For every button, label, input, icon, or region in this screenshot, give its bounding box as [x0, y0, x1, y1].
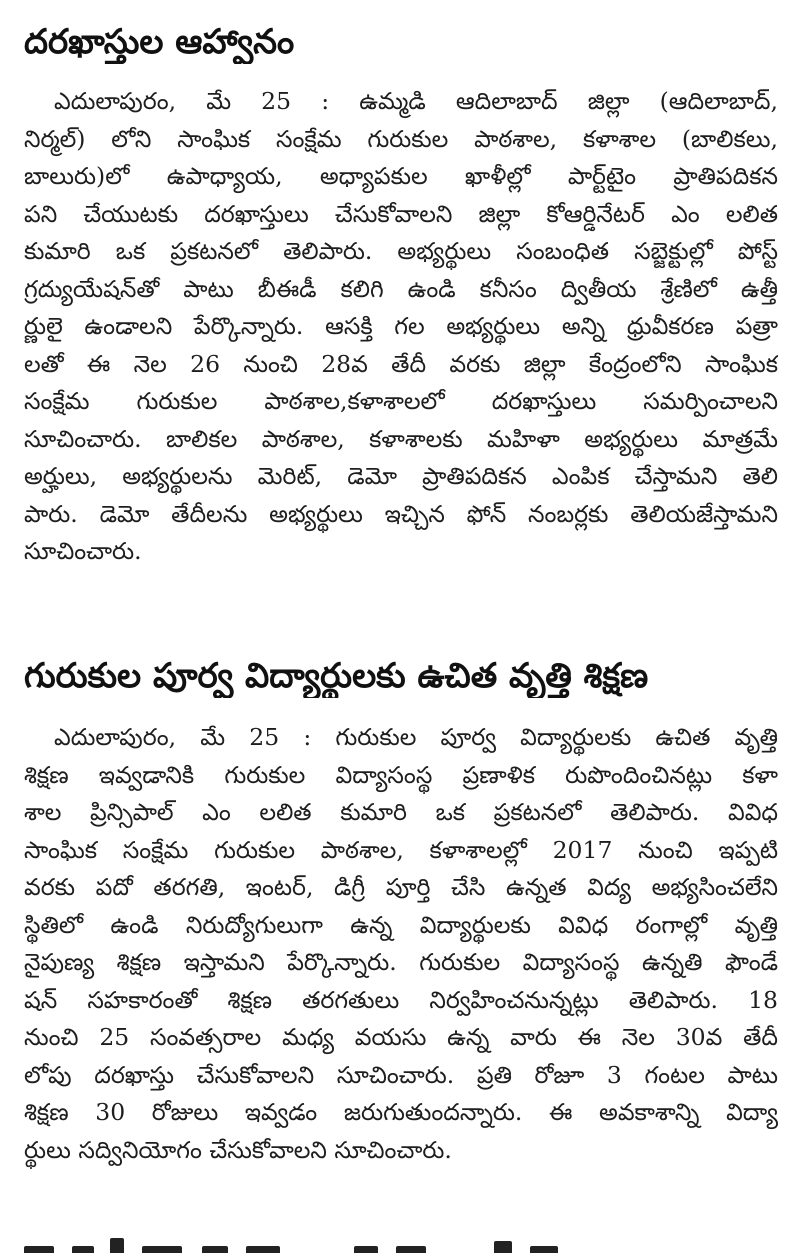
cutoff-glyph-fragment — [246, 1246, 280, 1253]
article-headline-applications: దరఖాస్తుల ఆహ్వానం — [24, 22, 295, 62]
cutoff-glyph-fragment — [202, 1246, 228, 1253]
article-line: సాంఘిక సంక్షేమ గురుకుల పాఠశాల, కళాశాలల్లో 2017 నుంచి ఇప్పటి — [24, 835, 778, 864]
cutoff-glyph-fragment — [110, 1238, 124, 1253]
article-line: ర్ణులై ఉండాలని పేర్కొన్నారు. ఆసక్తి గల అభ్యర్థులు అన్ని ధ్రువీకరణ పత్రా — [24, 312, 778, 340]
article-line: కుమారి ఒక ప్రకటనలో తెలిపారు. అభ్యర్థులు సంబంధిత సబ్జెక్టుల్లో పోస్ట్ — [24, 237, 778, 265]
cutoff-glyph-fragment — [354, 1246, 378, 1253]
article-line: నిర్మల్) లోని సాంఘిక సంక్షేమ గురుకుల పాఠశాల, కళాశాల (బాలికలు, — [24, 124, 778, 153]
article-line: అర్హులు, అభ్యర్థులను మెరిట్, డెమో ప్రాతిపదికన ఎంపిక చేస్తామని తెలి — [24, 462, 778, 490]
article-line: నుంచి 25 సంవత్సరాల మధ్య వయసు ఉన్న వారు ఈ నెల 30వ తేదీ — [24, 1023, 778, 1051]
article-line: ఎదులాపురం, మే 25 : గురుకుల పూర్వ విద్యార్థులకు ఉచిత వృత్తి — [54, 723, 778, 751]
article-headline-vocational-training: గురుకుల పూర్వ విద్యార్థులకు ఉచిత వృత్తి శిక్షణ — [24, 656, 649, 696]
article-line: శాల ప్రిన్సిపాల్ ఎం లలిత కుమారి ఒక ప్రకటనలో తెలిపారు. వివిధ — [24, 798, 778, 826]
cutoff-glyph-fragment — [24, 1246, 54, 1253]
article-line: సూచించారు. బాలికల పాఠశాల, కళాశాలకు మహిళా అభ్యర్థులు మాత్రమే — [24, 424, 778, 453]
article-line: శిక్షణ 30 రోజులు ఇవ్వడం జరుగుతుందన్నారు. ఈ అవకాశాన్ని విద్యా — [24, 1098, 778, 1126]
article-line: శిక్షణ ఇవ్వడానికి గురుకుల విద్యాసంస్థ ప్రణాళిక రుపొందించినట్లు కళా — [24, 760, 778, 789]
article-line: లోపు దరఖాస్తు చేసుకోవాలని సూచించారు. ప్రతి రోజూ 3 గంటల పాటు — [24, 1060, 778, 1089]
article-line: లతో ఈ నెల 26 నుంచి 28వ తేదీ వరకు జిల్లా కేంద్రంలోని సాంఘిక — [24, 349, 778, 378]
article-line: సూచించారు. — [24, 537, 142, 565]
cutoff-glyph-fragment — [530, 1246, 558, 1253]
article-line: పారు. డెమో తేదీలను అభ్యర్థులు ఇచ్చిన ఫోన్ నంబర్లకు తెలియజేస్తామని — [24, 499, 778, 528]
article-line: స్థితిలో ఉండి నిరుద్యోగులుగా ఉన్న విద్యార్థులకు వివిధ రంగాల్లో వృత్తి — [24, 910, 778, 939]
article-line: ఎదులాపురం, మే 25 : ఉమ్మడి ఆదిలాబాద్ జిల్లా (ఆదిలాబాద్, — [54, 87, 778, 115]
article-line: వరకు పదో తరగతి, ఇంటర్, డిగ్రీ పూర్తి చేసి ఉన్నత విద్య అభ్యసించలేని — [24, 873, 778, 901]
article-line: సంక్షేమ గురుకుల పాఠశాల,కళాశాలలో దరఖాస్తులు సమర్పించాలని — [24, 387, 778, 415]
article-body-vocational-training — [24, 719, 778, 1169]
article-line: నైపుణ్య శిక్షణ ఇస్తామని పేర్కొన్నారు. గురుకుల విద్యాసంస్థ ఉన్నతి ఫౌండే — [24, 948, 778, 976]
cutoff-glyph-fragment — [494, 1241, 512, 1253]
article-line: బాలురు)లో ఉపాధ్యాయ, అధ్యాపకుల ఖాళీల్లో పార్ట్‌టైం ప్రాతిపదికన — [24, 162, 778, 190]
article-line: పని చేయుటకు దరఖాస్తులు చేసుకోవాలని జిల్లా కోఆర్డినేటర్ ఎం లలిత — [24, 199, 778, 228]
article-body-applications — [24, 83, 778, 571]
cutoff-glyph-fragment — [142, 1246, 182, 1253]
cutoff-glyph-fragment — [72, 1246, 94, 1253]
next-headline-cutoff — [24, 1236, 784, 1253]
article-line: షన్ సహకారంతో శిక్షణ తరగతులు నిర్వహించనున్నట్లు తెలిపారు. 18 — [24, 985, 778, 1014]
article-line: గ్రద్యుయేషన్‌తో పాటు బీఈడీ కలిగి ఉండి కనీసం ద్వితీయ శ్రేణిలో ఉత్తీ — [24, 274, 778, 303]
cutoff-glyph-fragment — [396, 1246, 426, 1253]
article-line: ర్థులు సద్వినియోగం చేసుకోవాలని సూచించారు. — [24, 1135, 452, 1164]
